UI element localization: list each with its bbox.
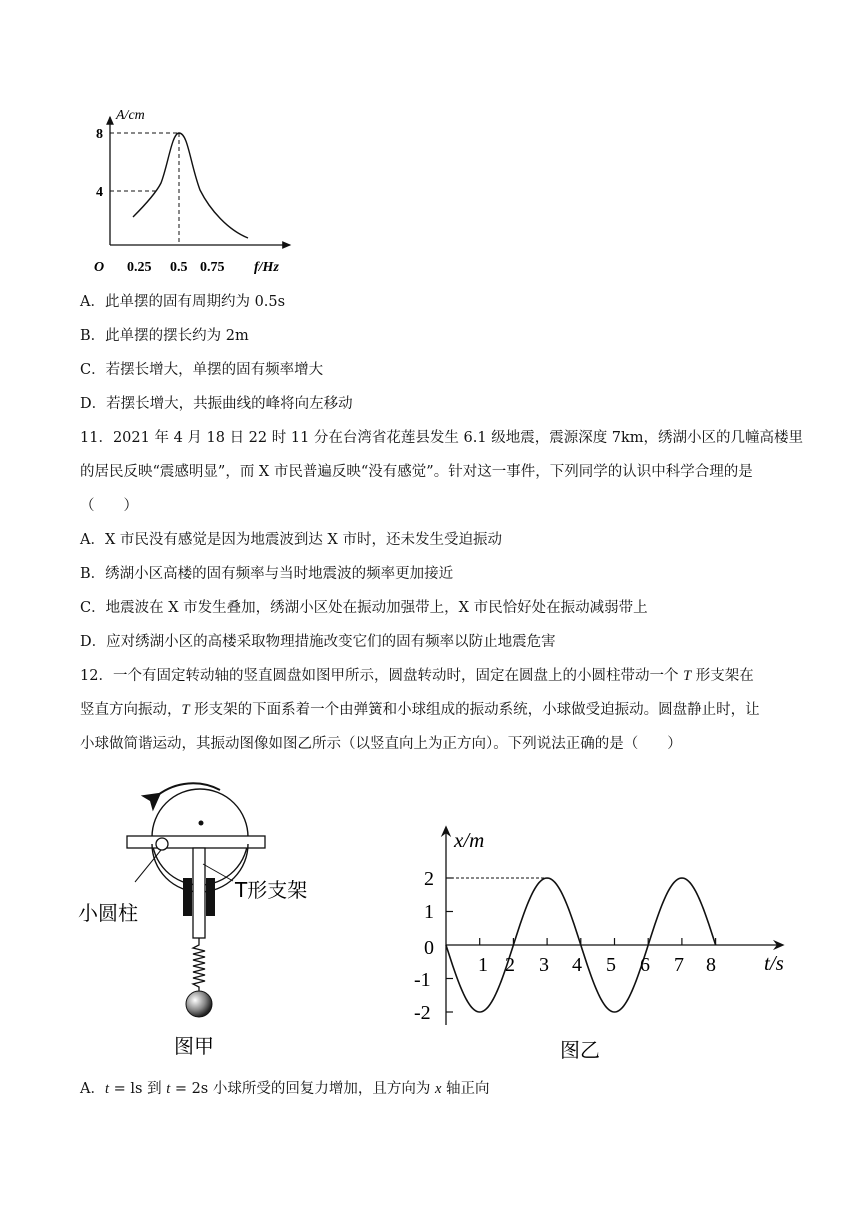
q11-option-d: D．应对绣湖小区的高楼采取物理措施改变它们的固有频率以防止地震危害 (80, 634, 556, 650)
figure-jia (70, 770, 350, 1070)
y-tick-2: 2 (424, 868, 434, 890)
q11-option-b: B．绣湖小区高楼的固有频率与当时地震波的频率更加接近 (80, 566, 454, 582)
guide-right (206, 878, 215, 916)
q11-stem-line3: （ ） (80, 498, 138, 514)
spring (193, 938, 205, 992)
q12-stem-line1 (80, 666, 754, 686)
x-tick-3: 3 (539, 954, 549, 976)
q12-a-eq1: = ls 到 (109, 1081, 167, 1097)
q12-option-a (80, 1079, 490, 1099)
y-axis-label: x/m (454, 828, 485, 852)
x-tick-6: 6 (640, 954, 650, 976)
q11-stem-line1: 11．2021 年 4 月 18 日 22 时 11 分在台湾省花莲县发生 6.1 级地震，震源深度 7km，绣湖小区的几幢高楼里 (80, 430, 804, 446)
q12-t-symbol-1: T (683, 668, 692, 684)
x-tick-4: 4 (572, 954, 582, 976)
x-tick-025: 0.25 (127, 260, 152, 275)
figure-yi (400, 820, 820, 1070)
t-frame-stem (193, 848, 205, 938)
small-cylinder (156, 838, 168, 850)
q12-a-prefix: A． (80, 1081, 105, 1097)
q11-stem-line2: 的居民反映“震感明显”，而 X 市民普遍反映“没有感觉”。针对这一事件，下列同学的认识中科学合理的是 (80, 464, 753, 480)
q10-option-c: C．若摆长增大，单摆的固有频率增大 (80, 362, 324, 378)
q12-a-x: x (434, 1081, 442, 1097)
q12-text-1a: 12．一个有固定转动轴的竖直圆盘如图甲所示，圆盘转动时，固定在圆盘上的小圆柱带动一个 (80, 668, 684, 684)
y-axis-label: A/cm (116, 108, 145, 123)
y-tick-0: 0 (424, 937, 434, 959)
q12-text-2a: 竖直方向振动， (80, 702, 182, 718)
label-small-cylinder: 小圆柱 (78, 901, 138, 925)
x-tick-5: 5 (606, 954, 616, 976)
q12-stem-line2 (80, 700, 760, 720)
q12-a-t2: t (166, 1081, 171, 1097)
origin-label: O (94, 260, 105, 275)
t-frame-crossbar (127, 836, 265, 848)
label-t-frame: T形支架 (235, 878, 308, 902)
q10-option-d: D．若摆长增大，共振曲线的峰将向左移动 (80, 396, 353, 412)
q12-text-1b: 形支架在 (691, 668, 754, 684)
resonance-curve (133, 133, 248, 238)
x-tick-2: 2 (505, 954, 515, 976)
ball (186, 991, 212, 1017)
x-tick-05: 0.5 (170, 260, 188, 275)
q11-option-c: C．地震波在 X 市发生叠加，绣湖小区处在振动加强带上，X 市民恰好处在振动减弱带上 (80, 600, 648, 616)
q12-text-2b: 形支架的下面系着一个由弹簧和小球组成的振动系统，小球做受迫振动。圆盘静止时，让 (189, 702, 760, 718)
disk-axis (199, 821, 204, 826)
y-tick-4: 4 (96, 185, 103, 200)
x-tick-8: 8 (706, 954, 716, 976)
q12-a-t1: t (104, 1081, 110, 1097)
guide-left (183, 878, 192, 916)
y-tick-neg2: -2 (414, 1002, 431, 1024)
x-tick-1: 1 (478, 954, 488, 976)
x-tick-7: 7 (674, 954, 684, 976)
x-axis-label: t/s (764, 951, 784, 975)
y-tick-8: 8 (96, 127, 103, 142)
q12-t-symbol-2: T (181, 702, 190, 718)
y-tick-1: 1 (424, 901, 434, 923)
q12-stem-line3: 小球做简谐运动，其振动图像如图乙所示（以竖直向上为正方向）。下列说法正确的是（ ） (80, 736, 682, 752)
x-axis-label: f/Hz (254, 260, 279, 275)
q12-a-eq2: = 2s 小球所受的回复力增加，且方向为 (170, 1081, 435, 1097)
q12-a-suffix: 轴正向 (441, 1081, 490, 1097)
resonance-figure (90, 105, 305, 280)
q10-option-b: B．此单摆的摆长约为 2m (80, 328, 249, 344)
x-tick-075: 0.75 (200, 260, 225, 275)
caption-yi: 图乙 (560, 1038, 600, 1062)
q11-option-a: A．X 市民没有感觉是因为地震波到达 X 市时，还未发生受迫振动 (80, 532, 502, 548)
q10-option-a: A．此单摆的固有周期约为 0.5s (80, 294, 286, 310)
caption-jia: 图甲 (174, 1034, 214, 1058)
y-tick-neg1: -1 (414, 969, 431, 991)
